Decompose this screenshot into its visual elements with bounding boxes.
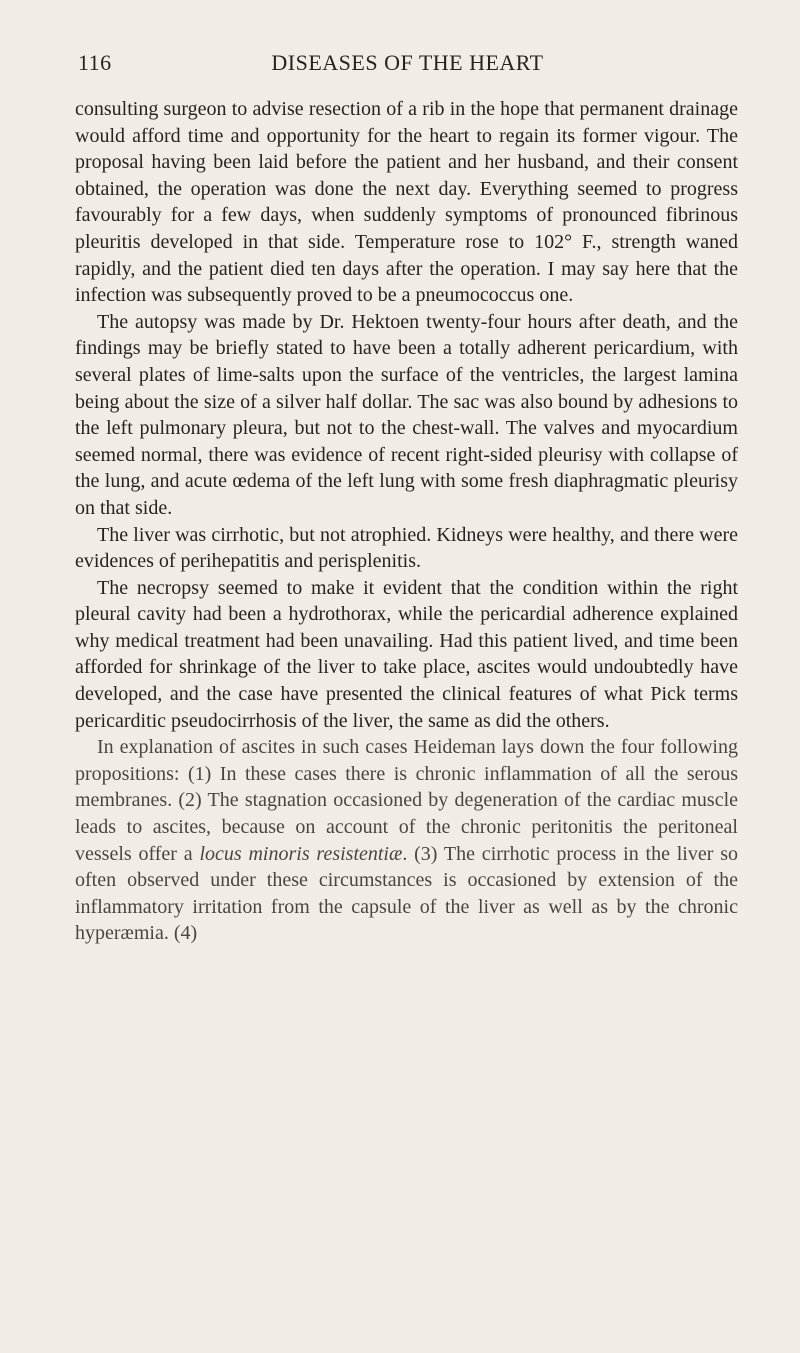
paragraph: The liver was cirrhotic, but not atrophied. Kidneys were healthy, and there were evidences of perihepatitis and perisplenitis. [75,523,738,573]
paragraph: consulting surgeon to advise resection of a rib in the hope that permanent drainage would afford time and opportunity for the heart to regain its former vigour. The proposal having been laid before the patient and her husband, and their consent obtained, the operation was done the next day. Everything seemed to progress favourably for a few days, when suddenly symptoms of pronounced fibrinous pleuritis developed in that side. Temperature rose to 102° F., strength waned rapidly, and the patient died ten days after the operation. I may say here that the infection was subsequently proved to be a pneumococcus one. [75,98,738,307]
running-head: DISEASES OF THE HEART [271,50,544,75]
page-header [75,50,740,86]
page-number: 116 [78,50,112,75]
italic-phrase: locus minoris resistentiæ [199,842,403,865]
paragraph [75,734,738,947]
paragraph: The necropsy seemed to make it evident that the condition within the right pleural cavity had been a hydrothorax, while the pericardial adherence explained why medical treatment had been unavailing. Had this patient lived, and time been afforded for shrinkage of the liver to take place, ascites would undoubtedly have developed, and the case have presented the clinical features of what Pick terms pericarditic pseudocirrhosis of the liver, the same as did the others. [75,576,738,732]
paragraph-text: . (3) The cirrhotic process in the liver so often observed under these circumstances is occasioned by extension of the inflammatory irritation from the capsule of the liver as well as by the chronic hyperæmia. (4) [75,842,738,945]
body-text [75,96,738,947]
paragraph: The autopsy was made by Dr. Hektoen twenty-four hours after death, and the findings may be briefly stated to have been a totally adherent pericardium, with several plates of lime-salts upon the surface of the ventricles, the largest lamina being about the size of a silver half dollar. The sac was also bound by adhesions to the left pulmonary pleura, but not to the chest-wall. The valves and myocardium seemed normal, there was evidence of recent right-sided pleurisy with collapse of the lung, and acute œdema of the left lung with some fresh diaphragmatic pleurisy on that side. [75,310,738,519]
paragraph-text: In explanation of ascites in such cases Heideman lays down the four following propositions: (1) In these cases there is chronic inflammation of all the serous membranes. (2) The stagnation occasioned by degeneration of the cardiac muscle leads to ascites, because on account of the chronic peritonitis the peritoneal vessels offer a [75,736,738,865]
